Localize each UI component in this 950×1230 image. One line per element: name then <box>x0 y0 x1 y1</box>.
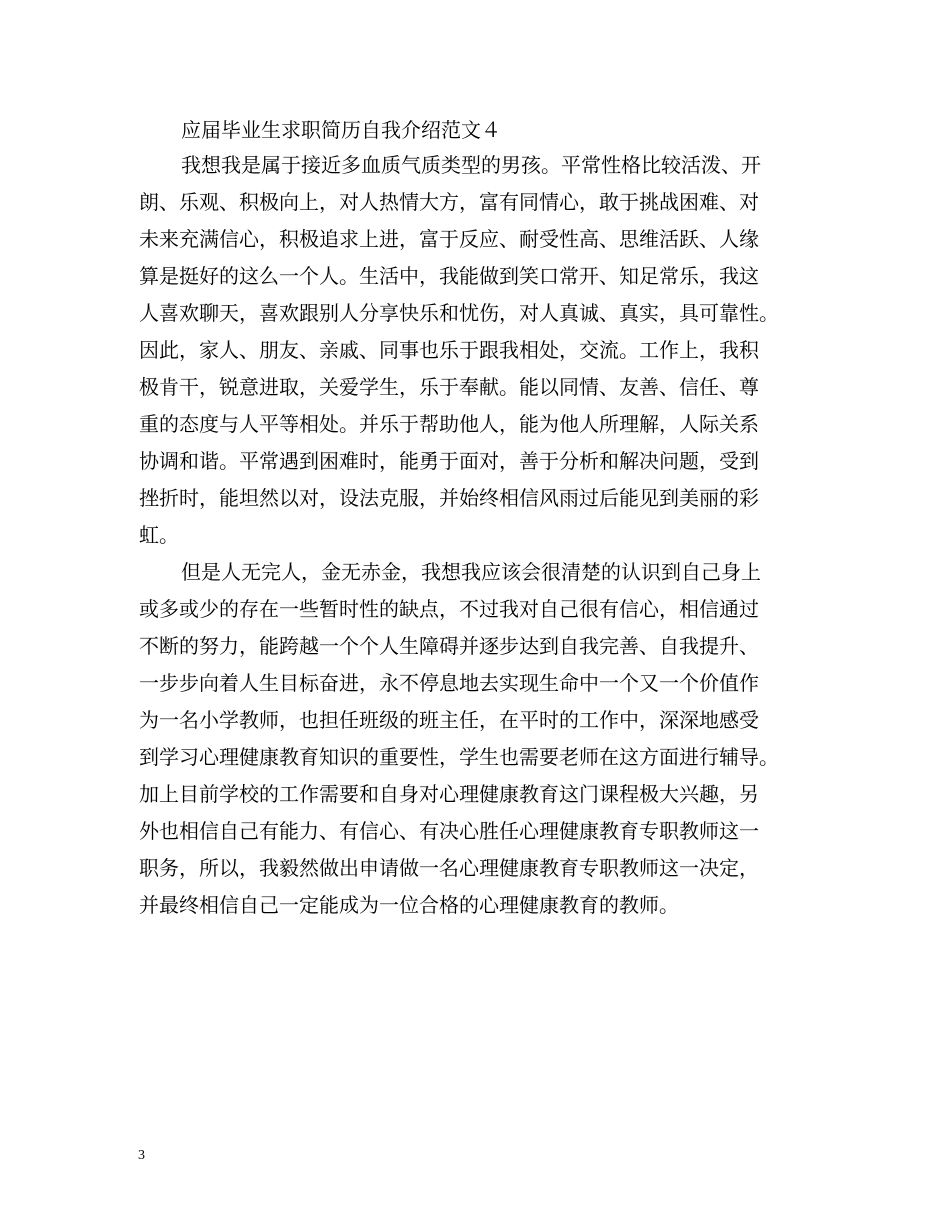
paragraph-line: 加上目前学校的工作需要和自身对心理健康教育这门课程极大兴趣，另 <box>139 782 759 806</box>
paragraph-line: 为一名小学教师，也担任班级的班主任，在平时的工作中，深深地感受 <box>139 708 759 732</box>
document-title: 应届毕业生求职简历自我介绍范文４ <box>181 118 501 142</box>
paragraph-line: 但是人无完人，金无赤金，我想我应该会很清楚的认识到自己身上 <box>181 560 761 584</box>
paragraph-line: 协调和谐。平常遇到困难时，能勇于面对，善于分析和解决问题，受到 <box>139 449 759 473</box>
paragraph-line: 因此，家人、朋友、亲戚、同事也乐于跟我相处，交流。工作上，我积 <box>139 338 759 362</box>
paragraph-line: 朗、乐观、积极向上，对人热情大方，富有同情心，敢于挑战困难、对 <box>139 190 759 214</box>
paragraph-line: 虹。 <box>139 523 179 547</box>
paragraph-line: 未来充满信心，积极追求上进，富于反应、耐受性高、思维活跃、人缘 <box>139 227 759 251</box>
paragraph-line: 不断的努力，能跨越一个个人生障碍并逐步达到自我完善、自我提升、 <box>139 634 759 658</box>
paragraph-line: 挫折时，能坦然以对，设法克服，并始终相信风雨过后能见到美丽的彩 <box>139 486 759 510</box>
paragraph-line: 外也相信自己有能力、有信心、有决心胜任心理健康教育专职教师这一 <box>139 819 759 843</box>
page-number: 3 <box>138 1148 145 1163</box>
paragraph-line: 到学习心理健康教育知识的重要性，学生也需要老师在这方面进行辅导。 <box>139 745 779 769</box>
paragraph-line: 一步步向着人生目标奋进，永不停息地去实现生命中一个又一个价值作 <box>139 671 759 695</box>
paragraph-line: 重的态度与人平等相处。并乐于帮助他人，能为他人所理解，人际关系 <box>139 412 759 436</box>
paragraph-line: 算是挺好的这么一个人。生活中，我能做到笑口常开、知足常乐，我这 <box>139 264 759 288</box>
paragraph-line: 我想我是属于接近多血质气质类型的男孩。平常性格比较活泼、开 <box>181 153 761 177</box>
paragraph-line: 极肯干，锐意进取，关爱学生，乐于奉献。能以同情、友善、信任、尊 <box>139 375 759 399</box>
paragraph-line: 并最终相信自己一定能成为一位合格的心理健康教育的教师。 <box>139 893 679 917</box>
paragraph-line: 人喜欢聊天，喜欢跟别人分享快乐和忧伤，对人真诚、真实，具可靠性。 <box>139 301 779 325</box>
paragraph-line: 或多或少的存在一些暂时性的缺点，不过我对自己很有信心，相信通过 <box>139 597 759 621</box>
paragraph-line: 职务，所以，我毅然做出申请做一名心理健康教育专职教师这一决定， <box>139 856 759 880</box>
